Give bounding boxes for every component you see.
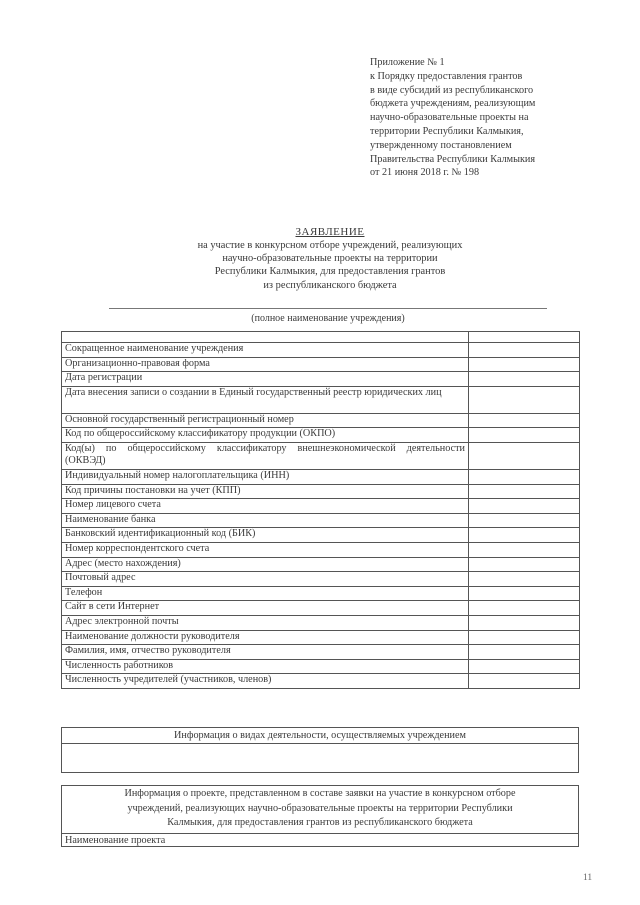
table-row	[62, 413, 580, 428]
document-title	[120, 226, 540, 292]
institution-name-line[interactable]	[109, 308, 547, 309]
title-line: на участие в конкурсном отборе учреждений, реализующих	[197, 240, 463, 251]
field-value-cell[interactable]	[469, 528, 580, 543]
appendix-line: Правительства Республики Калмыкия	[370, 153, 536, 165]
page-number: 11	[583, 873, 593, 883]
field-value-cell[interactable]	[469, 586, 580, 601]
requisites-table	[61, 331, 580, 689]
table-row	[62, 469, 580, 484]
header-cell	[62, 332, 469, 343]
title-heading: ЗАЯВЛЕНИЕ	[295, 226, 365, 238]
field-label: Банковский идентификационный код (БИК)	[62, 528, 469, 543]
field-label: Сайт в сети Интернет	[62, 601, 469, 616]
field-value-cell[interactable]	[469, 357, 580, 372]
field-value-cell[interactable]	[469, 343, 580, 358]
table-row	[62, 499, 580, 514]
table-row	[62, 586, 580, 601]
field-value-cell[interactable]	[469, 615, 580, 630]
field-label: Номер лицевого счета	[62, 499, 469, 514]
appendix-line: к Порядку предоставления грантов	[370, 70, 523, 82]
activities-header: Информация о видах деятельности, осуществляемых учреждением	[62, 728, 578, 744]
field-label: Наименование банка	[62, 513, 469, 528]
field-value-cell[interactable]	[469, 557, 580, 572]
project-name-label: Наименование проекта	[65, 835, 166, 846]
project-header-line: Калмыкия, для предоставления грантов из республиканского бюджета	[167, 817, 473, 828]
appendix-line: утвержденному постановлением	[370, 139, 512, 151]
field-label: Основной государственный регистрационный номер	[62, 413, 469, 428]
field-label: Код(ы) по общероссийскому классификатору внешнеэкономической деятельности (ОКВЭД)	[62, 442, 469, 469]
field-label: Численность работников	[62, 659, 469, 674]
field-label: Адрес электронной почты	[62, 615, 469, 630]
table-row	[62, 645, 580, 660]
table-row	[62, 357, 580, 372]
field-value-cell[interactable]	[469, 428, 580, 443]
appendix-line: бюджета учреждениям, реализующим	[370, 98, 536, 110]
table-row	[62, 601, 580, 616]
field-value-cell[interactable]	[469, 601, 580, 616]
field-value-cell[interactable]	[469, 413, 580, 428]
field-value-cell[interactable]	[469, 645, 580, 660]
field-value-cell[interactable]	[469, 499, 580, 514]
field-label: Код по общероссийскому классификатору продукции (ОКПО)	[62, 428, 469, 443]
table-row	[62, 428, 580, 443]
project-header	[62, 786, 578, 834]
field-label: Фамилия, имя, отчество руководителя	[62, 645, 469, 660]
table-row	[62, 615, 580, 630]
field-value-cell[interactable]	[469, 659, 580, 674]
title-line: из республиканского бюджета	[263, 279, 397, 291]
field-label: Код причины постановки на учет (КПП)	[62, 484, 469, 499]
title-line: Республики Калмыкия, для предоставления грантов	[214, 266, 446, 278]
activities-section	[61, 727, 579, 773]
field-label: Сокращенное наименование учреждения	[62, 343, 469, 358]
table-row	[62, 332, 580, 343]
field-label: Организационно-правовая форма	[62, 357, 469, 372]
table-row	[62, 343, 580, 358]
project-header-line: учреждений, реализующих научно-образовательные проекты на территории Республики	[127, 802, 513, 814]
project-header-line: Информация о проекте, представленном в составе заявки на участие в конкурсном отборе	[124, 788, 516, 799]
table-row	[62, 659, 580, 674]
table-row	[62, 442, 580, 469]
field-label: Номер корреспондентского счета	[62, 542, 469, 557]
field-value-cell[interactable]	[469, 484, 580, 499]
title-line: научно-образовательные проекты на территории	[222, 253, 438, 265]
field-label: Почтовый адрес	[62, 572, 469, 587]
field-label: Индивидуальный номер налогоплательщика (ИНН)	[62, 469, 469, 484]
field-value-cell[interactable]	[469, 513, 580, 528]
table-row	[62, 528, 580, 543]
field-label: Адрес (место нахождения)	[62, 557, 469, 572]
field-value-cell[interactable]	[469, 572, 580, 587]
institution-name-caption: (полное наименование учреждения)	[251, 313, 405, 324]
project-section	[61, 785, 579, 847]
appendix-line: от 21 июня 2018 г. № 198	[370, 167, 480, 179]
field-value-cell[interactable]	[469, 386, 580, 413]
activities-input-area[interactable]	[62, 744, 578, 773]
header-cell	[469, 332, 580, 343]
field-label: Численность учредителей (участников, членов)	[62, 674, 469, 689]
field-label: Дата регистрации	[62, 372, 469, 387]
field-label: Наименование должности руководителя	[62, 630, 469, 645]
table-row	[62, 513, 580, 528]
field-label: Дата внесения записи о создании в Единый государственный реестр юридических лиц	[62, 386, 469, 413]
appendix-line: в виде субсидий из республиканского	[370, 84, 534, 96]
field-value-cell[interactable]	[469, 442, 580, 469]
table-row	[62, 572, 580, 587]
table-row	[62, 674, 580, 689]
appendix-line: научно-образовательные проекты на	[370, 112, 529, 124]
field-value-cell[interactable]	[469, 372, 580, 387]
field-label: Телефон	[62, 586, 469, 601]
table-row	[62, 557, 580, 572]
table-row	[62, 372, 580, 387]
field-value-cell[interactable]	[469, 469, 580, 484]
table-row	[62, 630, 580, 645]
appendix-line: территории Республики Калмыкия,	[370, 125, 524, 137]
field-value-cell[interactable]	[469, 630, 580, 645]
table-row	[62, 542, 580, 557]
appendix-note	[370, 56, 590, 180]
field-value-cell[interactable]	[469, 542, 580, 557]
table-row	[62, 386, 580, 413]
table-row	[62, 484, 580, 499]
field-value-cell[interactable]	[469, 674, 580, 689]
appendix-line: Приложение № 1	[370, 57, 445, 68]
project-name-row[interactable]	[62, 834, 578, 848]
